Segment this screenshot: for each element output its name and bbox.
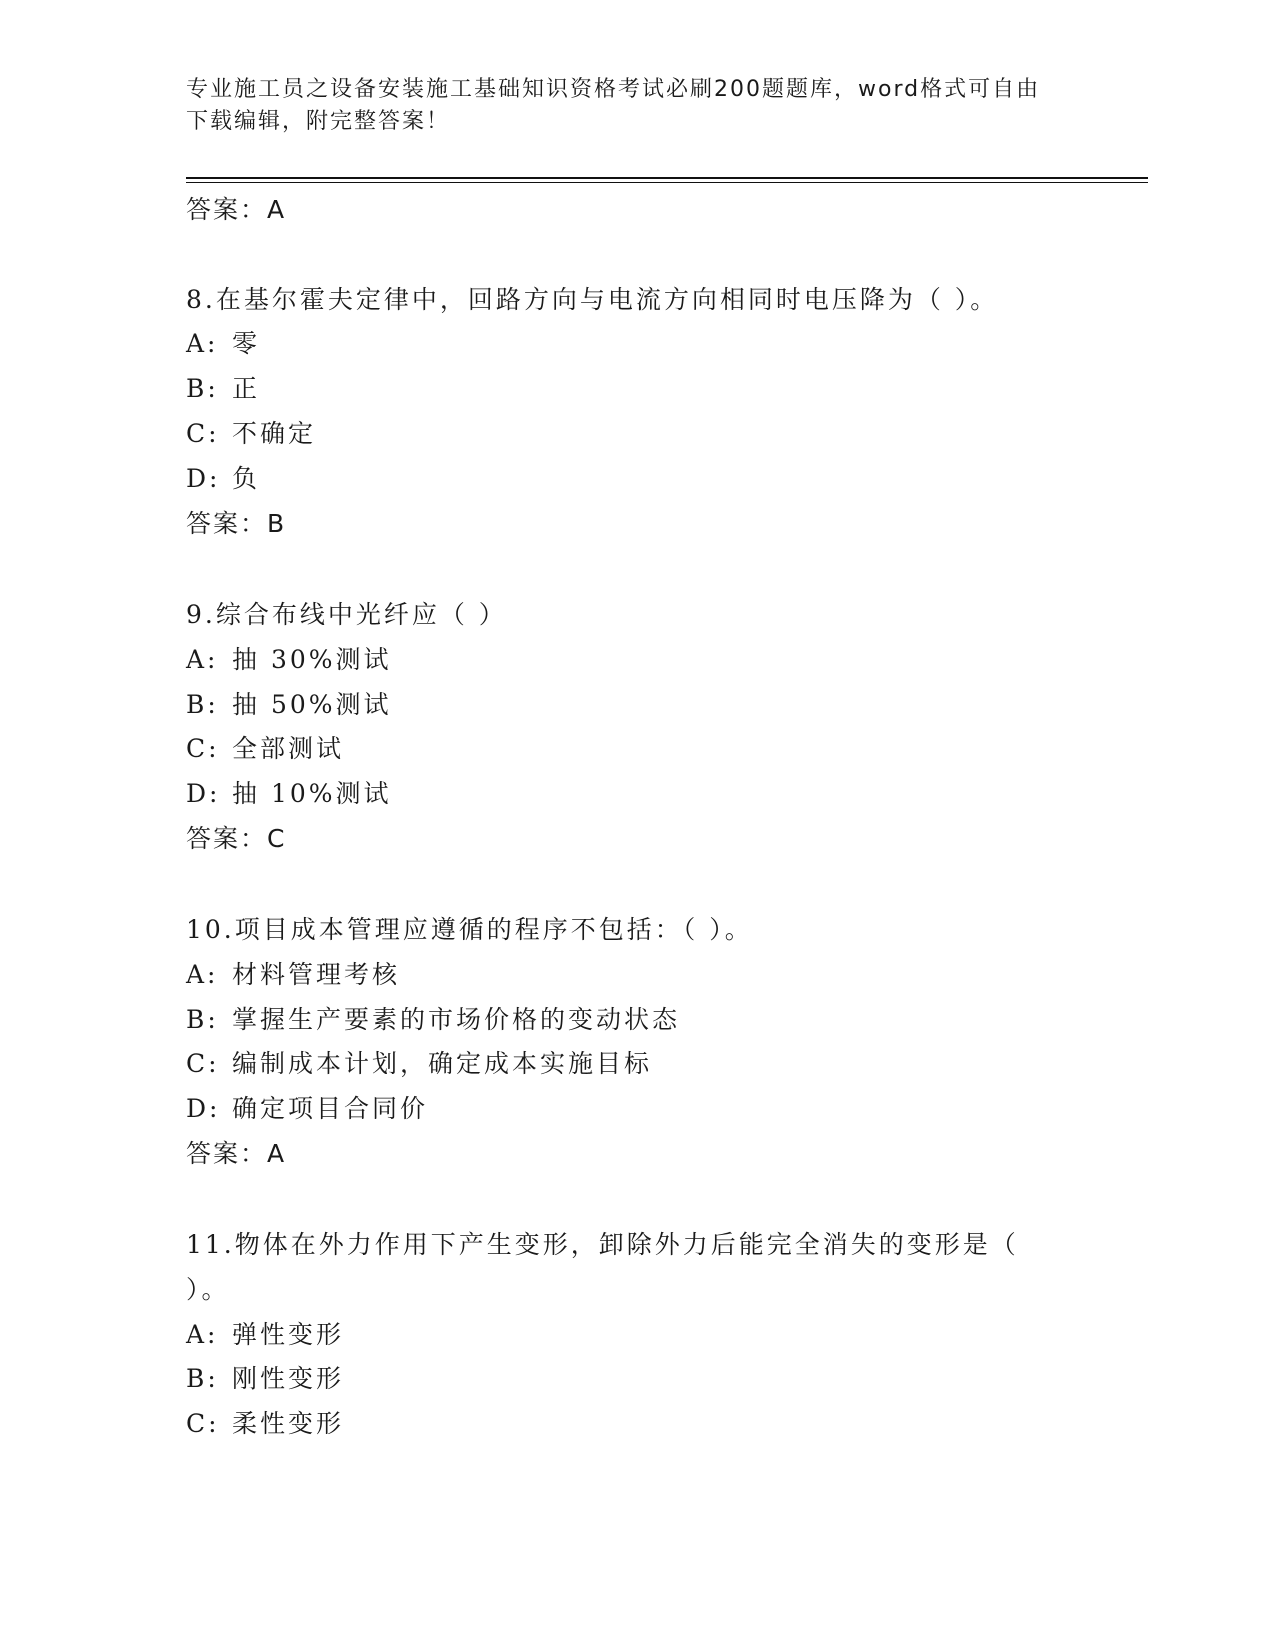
question-8-stem: 8.在基尔霍夫定律中，回路方向与电流方向相同时电压降为（ ）。 <box>186 285 999 314</box>
option-key: C: <box>186 419 220 448</box>
option-text: 负 <box>232 464 261 493</box>
header-title-line2: 下载编辑，附完整答案！ <box>186 109 451 134</box>
option-key: C: <box>186 734 220 763</box>
question-11-stem-line1: 11.物体在外力作用下产生变形，卸除外力后能完全消失的变形是（ <box>186 1230 1019 1259</box>
question-9-option-d <box>186 776 392 812</box>
header-divider-thin <box>186 182 1148 183</box>
question-11-option-b <box>186 1361 344 1397</box>
question-8-answer: 答案：B <box>186 509 287 538</box>
option-key: A: <box>186 1320 219 1349</box>
question-10-option-d <box>186 1091 428 1127</box>
option-text: 掌握生产要素的市场价格的变动状态 <box>232 1005 681 1034</box>
option-text: 确定项目合同价 <box>232 1094 429 1123</box>
question-9-option-c <box>186 731 344 767</box>
option-key: C: <box>186 1049 220 1078</box>
question-8-option-b <box>186 371 260 407</box>
option-text: 抽 10%测试 <box>232 779 392 808</box>
option-key: B: <box>186 1005 219 1034</box>
option-text: 弹性变形 <box>232 1320 345 1349</box>
question-9-stem: 9.综合布线中光纤应（ ） <box>186 600 507 629</box>
option-key: D: <box>186 464 221 493</box>
option-text: 正 <box>232 374 261 403</box>
option-key: A: <box>186 960 219 989</box>
option-key: B: <box>186 690 219 719</box>
question-8-option-c <box>186 416 316 452</box>
question-8-option-d <box>186 461 260 497</box>
question-8-option-a <box>186 326 260 362</box>
header-divider-thick <box>186 177 1148 179</box>
option-key: C: <box>186 1409 220 1438</box>
option-text: 编制成本计划，确定成本实施目标 <box>232 1049 653 1078</box>
previous-answer: 答案：A <box>186 195 287 224</box>
question-11-option-a <box>186 1317 344 1353</box>
option-text: 全部测试 <box>232 734 345 763</box>
option-key: D: <box>186 779 221 808</box>
question-10-option-c <box>186 1046 652 1082</box>
header-title-line1: 专业施工员之设备安装施工基础知识资格考试必刷200题题库，word格式可自由 <box>186 77 1041 102</box>
question-10-option-a <box>186 957 400 993</box>
option-key: A: <box>186 329 219 358</box>
question-9-answer: 答案：C <box>186 824 287 853</box>
question-10-option-b <box>186 1002 680 1038</box>
option-key: B: <box>186 374 219 403</box>
document-header <box>186 74 1066 138</box>
option-text: 不确定 <box>232 419 317 448</box>
question-9-option-a <box>186 642 392 678</box>
option-text: 抽 50%测试 <box>232 690 392 719</box>
question-10-answer: 答案：A <box>186 1139 287 1168</box>
question-11-stem-line2: ）。 <box>186 1275 230 1304</box>
question-11-option-c <box>186 1406 344 1442</box>
option-text: 抽 30%测试 <box>232 645 392 674</box>
option-key: D: <box>186 1094 221 1123</box>
option-text: 柔性变形 <box>232 1409 345 1438</box>
question-9-option-b <box>186 687 392 723</box>
option-text: 材料管理考核 <box>232 960 401 989</box>
option-key: A: <box>186 645 219 674</box>
option-key: B: <box>186 1364 219 1393</box>
question-10-stem: 10.项目成本管理应遵循的程序不包括：（ ）。 <box>186 915 753 944</box>
option-text: 刚性变形 <box>232 1364 345 1393</box>
option-text: 零 <box>232 329 261 358</box>
